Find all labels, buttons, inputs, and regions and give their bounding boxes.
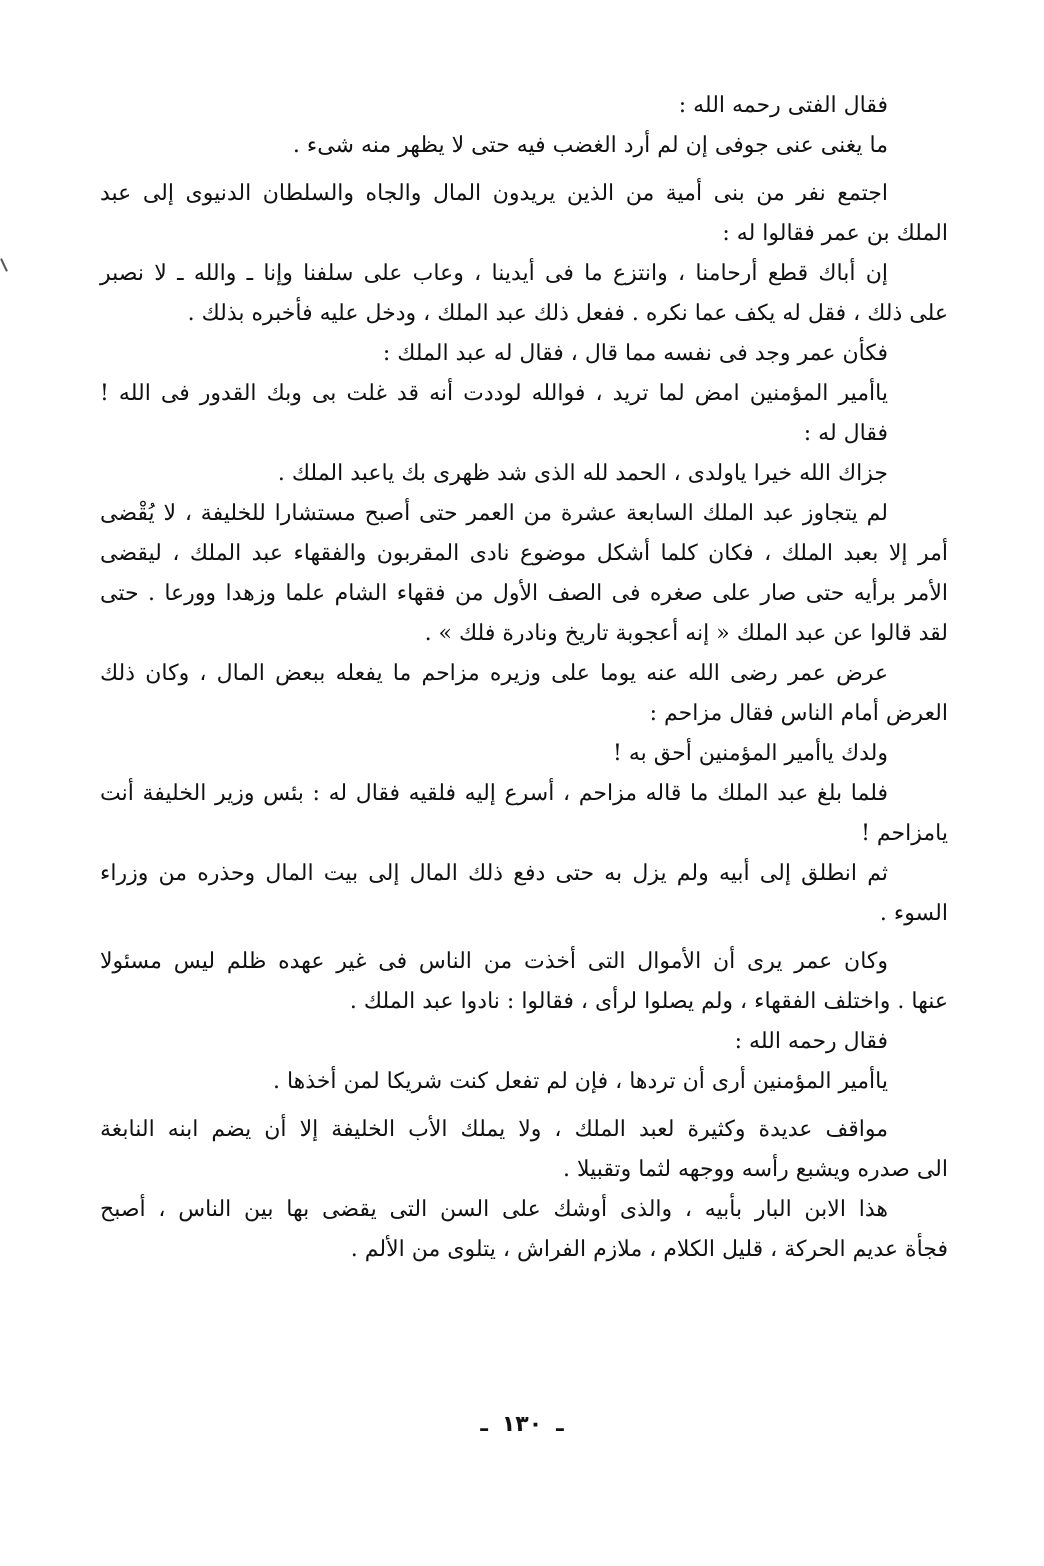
page-number-footer <box>0 1412 1044 1437</box>
text-line: الأمر برأيه حتى صار على صغره فى الصف الأول من فقهاء الشام علما وزهدا وورعا . حتى <box>100 581 948 606</box>
text-line: إن أباك قطع أرحامنا ، وانتزع ما فى أيدينا ، وعاب على سلفنا وإنا ـ والله ـ لا نصبر <box>100 261 888 286</box>
text-line: جزاك الله خيرا ياولدى ، الحمد لله الذى شد ظهرى بك ياعبد الملك . <box>277 461 888 486</box>
text-line: وكان عمر يرى أن الأموال التى أخذت من الناس فى غير عهده ظلم ليس مسئولا <box>100 949 888 974</box>
text-line: ما يغنى عنى جوفى إن لم أرد الغضب فيه حتى لا يظهر منه شىء . <box>292 133 888 158</box>
text-line: السوء . <box>879 901 948 926</box>
text-line: هذا الابن البار بأبيه ، والذى أوشك على السن التى يقضى بها بين الناس ، أصبح <box>100 1197 888 1222</box>
scan-mark <box>0 258 8 272</box>
text-line: اجتمع نفر من بنى أمية من الذين يريدون المال والجاه والسلطان الدنيوى إلى عبد <box>100 181 888 206</box>
text-line: لقد قالوا عن عبد الملك « إنه أعجوبة تاريخ ونادرة فلك » . <box>424 621 948 646</box>
text-line: ثم انطلق إلى أبيه ولم يزل به حتى دفع ذلك المال إلى بيت المال وحذره من وزراء <box>100 861 888 886</box>
text-line: فجأة عديم الحركة ، قليل الكلام ، ملازم الفراش ، يتلوى من الألم . <box>350 1237 948 1262</box>
text-line: عنها . واختلف الفقهاء ، ولم يصلوا لرأى ، فقالوا : نادوا عبد الملك . <box>349 989 948 1014</box>
folio-dash: ـ <box>480 1412 488 1437</box>
text-line: الملك بن عمر فقالوا له : <box>722 221 948 246</box>
text-line: فكأن عمر وجد فى نفسه مما قال ، فقال له عبد الملك : <box>382 341 888 366</box>
body-text <box>100 86 948 1270</box>
text-line: ياأمير المؤمنين امض لما تريد ، فوالله لوددت أنه قد غلت بى وبك القدور فى الله ! <box>100 381 888 406</box>
folio-dash: ـ <box>556 1412 564 1437</box>
text-line: عرض عمر رضى الله عنه يوما على وزيره مزاحم ما يفعله ببعض المال ، وكان ذلك <box>100 661 888 686</box>
text-line: لم يتجاوز عبد الملك السابعة عشرة من العمر حتى أصبح مستشارا للخليفة ، لا يُقْضى <box>100 501 888 526</box>
text-line: ياأمير المؤمنين أرى أن تردها ، فإن لم تفعل كنت شريكا لمن أخذها . <box>272 1069 888 1094</box>
text-line: فقال له : <box>803 421 888 446</box>
text-line: على ذلك ، فقل له يكف عما نكره . ففعل ذلك عبد الملك ، ودخل عليه فأخبره بذلك . <box>187 301 948 326</box>
page-number: ١٣٠ <box>501 1412 543 1437</box>
text-line: فلما بلغ عبد الملك ما قاله مزاحم ، أسرع إليه فلقيه فقال له : بئس وزير الخليفة أنت <box>100 781 888 806</box>
text-line: مواقف عديدة وكثيرة لعبد الملك ، ولا يملك الأب الخليفة إلا أن يضم ابنه النابغة <box>100 1117 888 1142</box>
text-line: الى صدره ويشبع رأسه ووجهه لثما وتقبيلا . <box>563 1157 948 1182</box>
text-line: فقال الفتى رحمه الله : <box>678 93 888 118</box>
text-line: فقال رحمه الله : <box>734 1029 888 1054</box>
text-line: يامزاحم ! <box>861 821 948 846</box>
text-line: ولدك ياأمير المؤمنين أحق به ! <box>613 741 888 766</box>
text-line: أمر إلا بعبد الملك ، فكان كلما أشكل موضوع نادى المقربون والفقهاء عبد الملك ، ليقضى <box>100 541 948 566</box>
text-line: العرض أمام الناس فقال مزاحم : <box>649 701 948 726</box>
